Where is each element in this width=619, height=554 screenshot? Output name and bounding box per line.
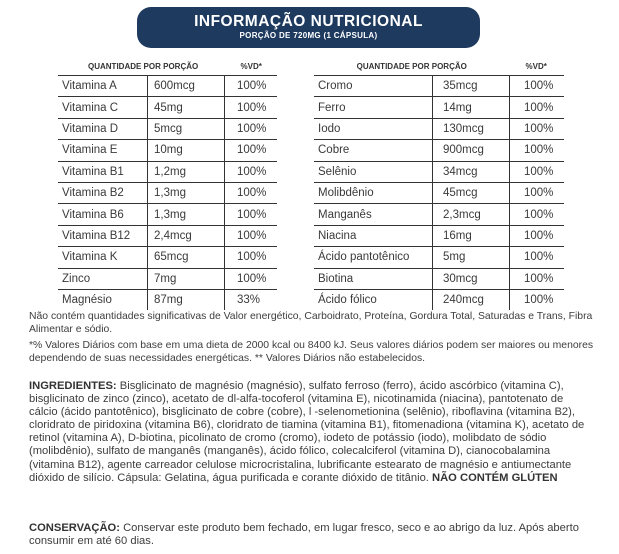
table-row [314,76,564,97]
nutrition-table-right [314,58,564,310]
nutrient-name: Niacina [314,225,433,246]
nutrient-amount: 600mcg [148,76,225,97]
nutrient-name: Iodo [314,118,433,139]
nutrient-vd: 100% [510,76,565,97]
nutrient-vd: 100% [524,294,554,307]
nutrient-vd: 100% [225,118,278,139]
table-row [58,268,277,289]
nutrient-name: Vitamina D [58,118,148,139]
nutrient-amount: 45mg [148,97,225,118]
nutrient-amount: 14mg [433,97,510,118]
nutrient-vd: 100% [225,182,278,203]
nutrient-name: Vitamina C [58,97,148,118]
nutrient-name: Cromo [314,76,433,97]
nutrient-vd: 100% [225,76,278,97]
table-row [314,161,564,182]
nutrient-name: Vitamina K [58,247,148,268]
page-title: INFORMAÇÃO NUTRICIONAL [194,13,423,30]
table-row [314,97,564,118]
nutrient-name: Cobre [314,140,433,161]
nutrient-name: Ácido pantotênico [314,247,433,268]
nutrient-name: Biotina [314,268,433,289]
nutrient-name: Vitamina B6 [58,204,148,225]
nutrient-vd: 100% [510,247,565,268]
nutrient-name: Vitamina B12 [58,225,148,246]
ingredients-paragraph [29,380,589,485]
nutrient-amount: 5mcg [148,118,225,139]
nutrient-vd: 100% [225,204,278,225]
nutrient-amount: 5mg [433,247,510,268]
nutrient-amount: 240mcg [433,289,510,310]
nutrient-amount: 30mcg [433,268,510,289]
table-row [314,289,564,310]
nutrient-name: Zinco [58,268,148,289]
ingredients-text: Bisglicinato de magnésio (magnésio), sulfato ferroso (ferro), ácido ascórbico (vitamina C), bisglicinato de zinco (zinco), acetato de dl-alfa-tocoferol (vitamina E), nicotinamida (niacina), pantotenato de cálcio (ácido pantotênico), bisglicinato de cobre (cobre), l -selenometionina (selênio), riboflavina (vitamina B2), cloridrato de piridoxina (vitamina B6), cloridrato de tiamina (vitamina B1), fitomenadiona (vitamina K), acetato de retinol (vitamina A), D-biotina, picolinato de cromo (cromo), iodeto de potássio (iodo), molibdato de sódio (molibdênio), sulfato de manganês (manganês), ácido fólico, colecalciferol (vitamina D), cianocobalamina (vitamina B12), agente carreador celulose microcristalina, lubrificante estearato de magnésio e antiumectante dióxido de silício. Cápsula: Gelatina, água purificada e corante dióxido de titânio. [29,380,585,484]
conservation-paragraph [29,522,599,548]
portion-subtitle: PORÇÃO DE 720MG (1 CÁPSULA) [239,31,378,40]
vd-header: %VD* [240,62,262,71]
quantity-header: QUANTIDADE POR PORÇÃO [356,62,467,71]
nutrient-name: Vitamina B2 [58,182,148,203]
nutrient-amount: 2,4mcg [148,225,225,246]
nutrient-vd: 100% [510,97,565,118]
nutrient-amount: 130mcg [433,118,510,139]
nutrient-amount: 34mcg [433,161,510,182]
nutrient-name: Manganês [314,204,433,225]
nutrient-name: Vitamina B1 [58,161,148,182]
nutrient-amount: 1,3mg [148,182,225,203]
table-row [314,247,564,268]
nutrient-vd: 33% [237,294,261,307]
table-row [314,118,564,139]
nutrient-vd: 100% [510,268,565,289]
left-table-body [58,76,277,311]
table-row [58,161,277,182]
nutrient-vd: 100% [225,225,278,246]
nutrient-amount: 65mcg [148,247,225,268]
table-row [314,268,564,289]
nutrient-amount: 1,2mg [148,161,225,182]
nutrient-amount: 2,3mcg [433,204,510,225]
table-row [314,225,564,246]
table-row [58,140,277,161]
nutrient-vd: 100% [510,225,565,246]
daily-values-note: *% Valores Diários com base em uma dieta de 2000 kcal ou 8400 kJ. Seus valores diários podem ser maiores ou menores dependendo de suas necessidades energéticas. ** Valores Diários não estabelecidos. [29,340,594,364]
nutrient-vd: 100% [225,161,278,182]
nutrient-amount: 900mcg [433,140,510,161]
table-row [58,182,277,203]
table-row [58,225,277,246]
nutrient-vd: 100% [510,182,565,203]
nutrient-amount: 87mg [148,289,225,310]
table-row [314,204,564,225]
nutrient-vd: 100% [225,268,278,289]
not-significant-note: Não contém quantidades significativas de Valor energético, Carboidrato, Proteína, Gordura Total, Saturadas e Trans, Fibra Alimentar e sódio. [29,311,593,335]
nutrient-name: Vitamina E [58,140,148,161]
nutrient-vd: 100% [225,140,278,161]
quantity-header: QUANTIDADE POR PORÇÃO [88,62,199,71]
vd-header: %VD* [525,62,547,71]
nutrient-name: Magnésio [62,294,112,307]
table-row [314,182,564,203]
nutrient-name: Selênio [314,161,433,182]
table-row [58,289,277,310]
header-banner [137,7,480,48]
conservation-label: CONSERVAÇÃO: [29,522,120,534]
conservation-text: Conservar este produto bem fechado, em lugar fresco, seco e ao abrigo da luz. Após aberto consumir em até 60 dias. [29,522,579,548]
nutrient-amount: 1,3mg [148,204,225,225]
nutrient-amount: 45mcg [433,182,510,203]
nutrient-amount: 10mg [148,140,225,161]
nutrient-name: Ácido fólico [318,294,377,307]
table-row [58,118,277,139]
table-row [58,204,277,225]
gluten-free-label: NÃO CONTÉM GLÚTEN [432,471,558,484]
nutrient-amount: 35mcg [433,76,510,97]
nutrient-vd: 100% [510,204,565,225]
nutrient-vd: 100% [225,97,278,118]
nutrient-name: Ferro [314,97,433,118]
nutrient-vd: 100% [510,140,565,161]
table-row [58,247,277,268]
table-row [58,76,277,97]
table-row [314,140,564,161]
nutrient-vd: 100% [510,118,565,139]
nutrition-table-left [58,58,277,310]
nutrient-amount: 7mg [148,268,225,289]
nutrient-vd: 100% [510,161,565,182]
ingredients-label: INGREDIENTES: [29,380,117,392]
right-table-body [314,76,564,311]
nutrient-name: Vitamina A [58,76,148,97]
nutrient-vd: 100% [225,247,278,268]
nutrient-name: Molibdênio [314,182,433,203]
table-row [58,97,277,118]
nutrient-amount: 16mg [433,225,510,246]
